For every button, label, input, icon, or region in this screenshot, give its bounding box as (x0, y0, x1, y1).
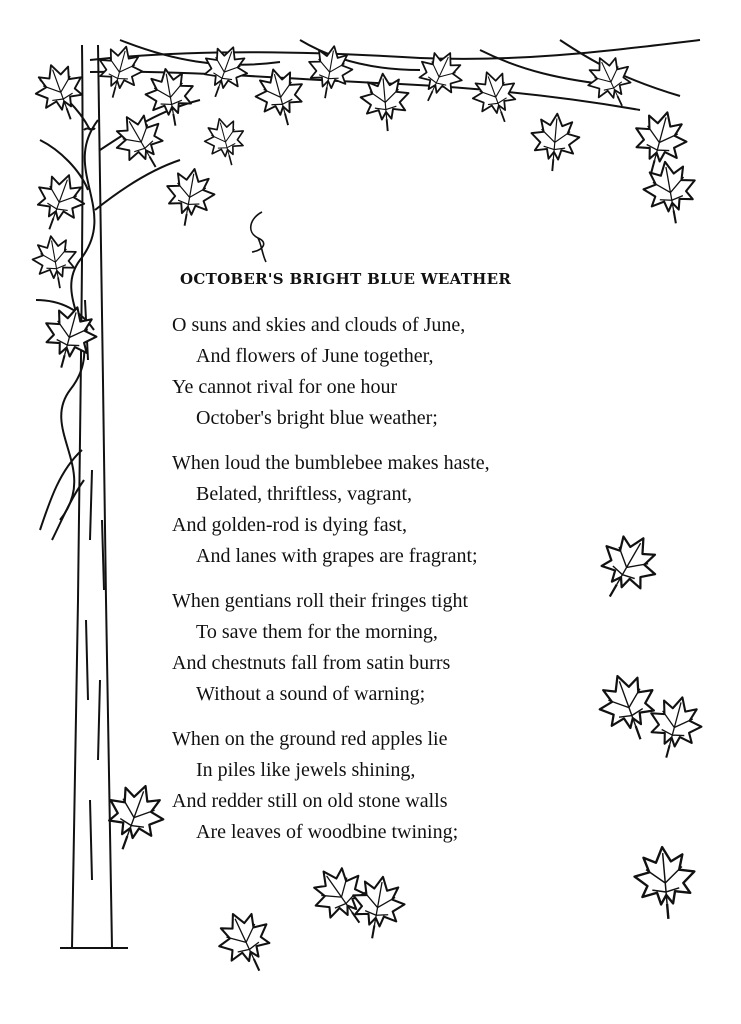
stanza (172, 310, 612, 434)
curl-ornament (251, 212, 266, 262)
poem-line: Are leaves of woodbine twining; (196, 821, 459, 843)
poem-line: Ye cannot rival for one hour (172, 376, 398, 398)
poem-line: Without a sound of warning; (196, 683, 426, 705)
poem-line: And chestnuts fall from satin burrs (172, 652, 451, 674)
poem-line: October's bright blue weather; (196, 407, 438, 429)
poem-line: When loud the bumblebee makes haste, (172, 452, 490, 474)
poem-line: To save them for the morning, (196, 621, 438, 643)
stanza (172, 586, 612, 710)
stanza (172, 724, 612, 848)
poem-body (172, 310, 612, 862)
poem-line: And lanes with grapes are fragrant; (196, 545, 478, 567)
stanza (172, 448, 612, 572)
poem-line: O suns and skies and clouds of June, (172, 314, 466, 336)
poem-line: And golden-rod is dying fast, (172, 514, 407, 536)
poem-line: And flowers of June together, (196, 345, 434, 367)
poem-line: In piles like jewels shining, (196, 759, 416, 781)
poem-line: Belated, thriftless, vagrant, (196, 483, 413, 505)
poem-line: When on the ground red apples lie (172, 728, 448, 750)
poem-title: OCTOBER'S BRIGHT BLUE WEATHER (180, 270, 512, 288)
poem-line: When gentians roll their fringes tight (172, 590, 469, 612)
poem-line: And redder still on old stone walls (172, 790, 448, 812)
